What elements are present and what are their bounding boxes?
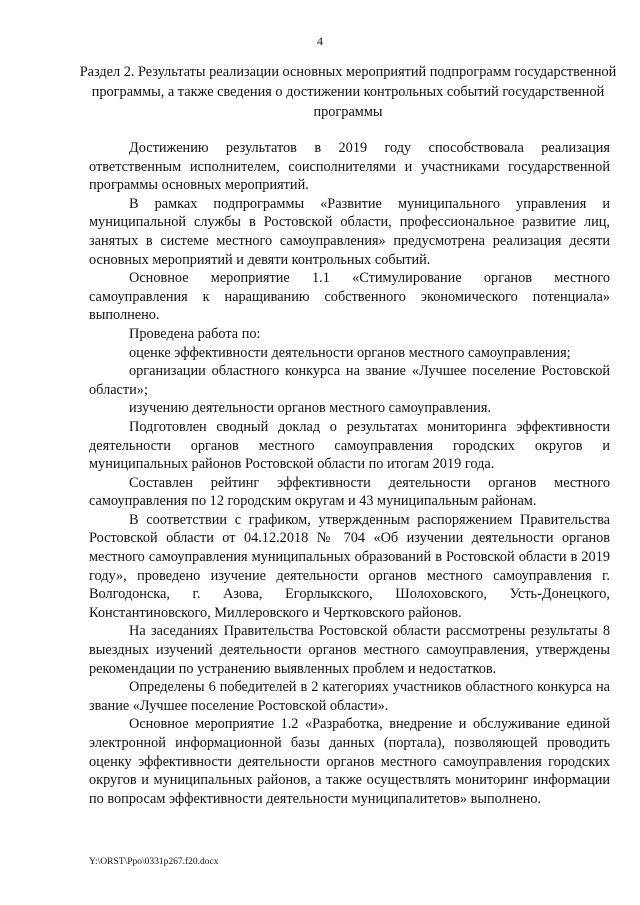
paragraph: Определены 6 победителей в 2 категориях участников областного конкурса на звание «Лучшее поселение Ростовской области». [89, 679, 610, 714]
paragraph: Проведена работа по: [129, 325, 261, 342]
paragraph: В рамках подпрограммы «Развитие муниципального управления и муниципальной службы в Ростовской области, профессиональное развитие лиц, занятых в системе местного самоуправления» предусмотрена реализация десяти основных мероприятий и девяти контрольных событий. [89, 195, 610, 268]
paragraph: В соответствии с графиком, утвержденным распоряжением Правительства Ростовской области от 04.12.2018 № 704 «Об изучении деятельности органов местного самоуправления муниципальных образований в Ростовской области в 2019 году», проведено изучение деятельности органов местного самоуправления г. Волгодонска, г. Азова, Егорлыкского, Шолоховского, Усть-Донецкого, Константиновского, Миллеровского и Чертковского районов. [89, 511, 610, 621]
document-body [89, 139, 610, 808]
list-item: изучению деятельности органов местного самоуправления. [129, 400, 491, 417]
paragraph: На заседаниях Правительства Ростовской области рассмотрены результаты 8 выездных изучений деятельности органов местного самоуправления, утверждены рекомендации по устранению выявленных проблем и недостатков. [89, 623, 610, 677]
list-item: оценке эффективности деятельности органов местного самоуправления; [129, 344, 571, 361]
paragraph: Основное мероприятие 1.2 «Разработка, внедрение и обслуживание единой электронной информационной базы данных (портала), позволяющей проводить оценку эффективности деятельности органов местного самоуправления городских округов и муниципальных районов, а также осуществлять мониторинг информации по вопросам эффективности деятельности муниципалитетов» выполнено. [89, 716, 610, 807]
footer-file-path: Y:\ORST\Ppo\0331p267.f20.docx [89, 857, 219, 867]
page-number: 4 [317, 34, 323, 48]
paragraph: Составлен рейтинг эффективности деятельности органов местного самоуправления по 12 городским округам и 43 муниципальным районам. [89, 474, 610, 510]
section-title: Раздел 2. Результаты реализации основных мероприятий подпрограмм государственной программы, а также сведения о достижении контрольных событий государственной программы [79, 64, 617, 120]
paragraph: Достижению результатов в 2019 году способствовала реализация ответственным исполнителем, соисполнителями и участниками государственной программы основных мероприятий. [89, 140, 610, 194]
list-item: организации областного конкурса на звание «Лучшее поселение Ростовской области»; [89, 363, 610, 398]
paragraph: Основное мероприятие 1.1 «Стимулирование органов местного самоуправления к наращиванию собственного экономического потенциала» выполнено. [89, 270, 610, 324]
paragraph: Подготовлен сводный доклад о результатах мониторинга эффективности деятельности органов местного самоуправления городских округов и муниципальных районов Ростовской области по итогам 2019 года. [89, 418, 610, 473]
